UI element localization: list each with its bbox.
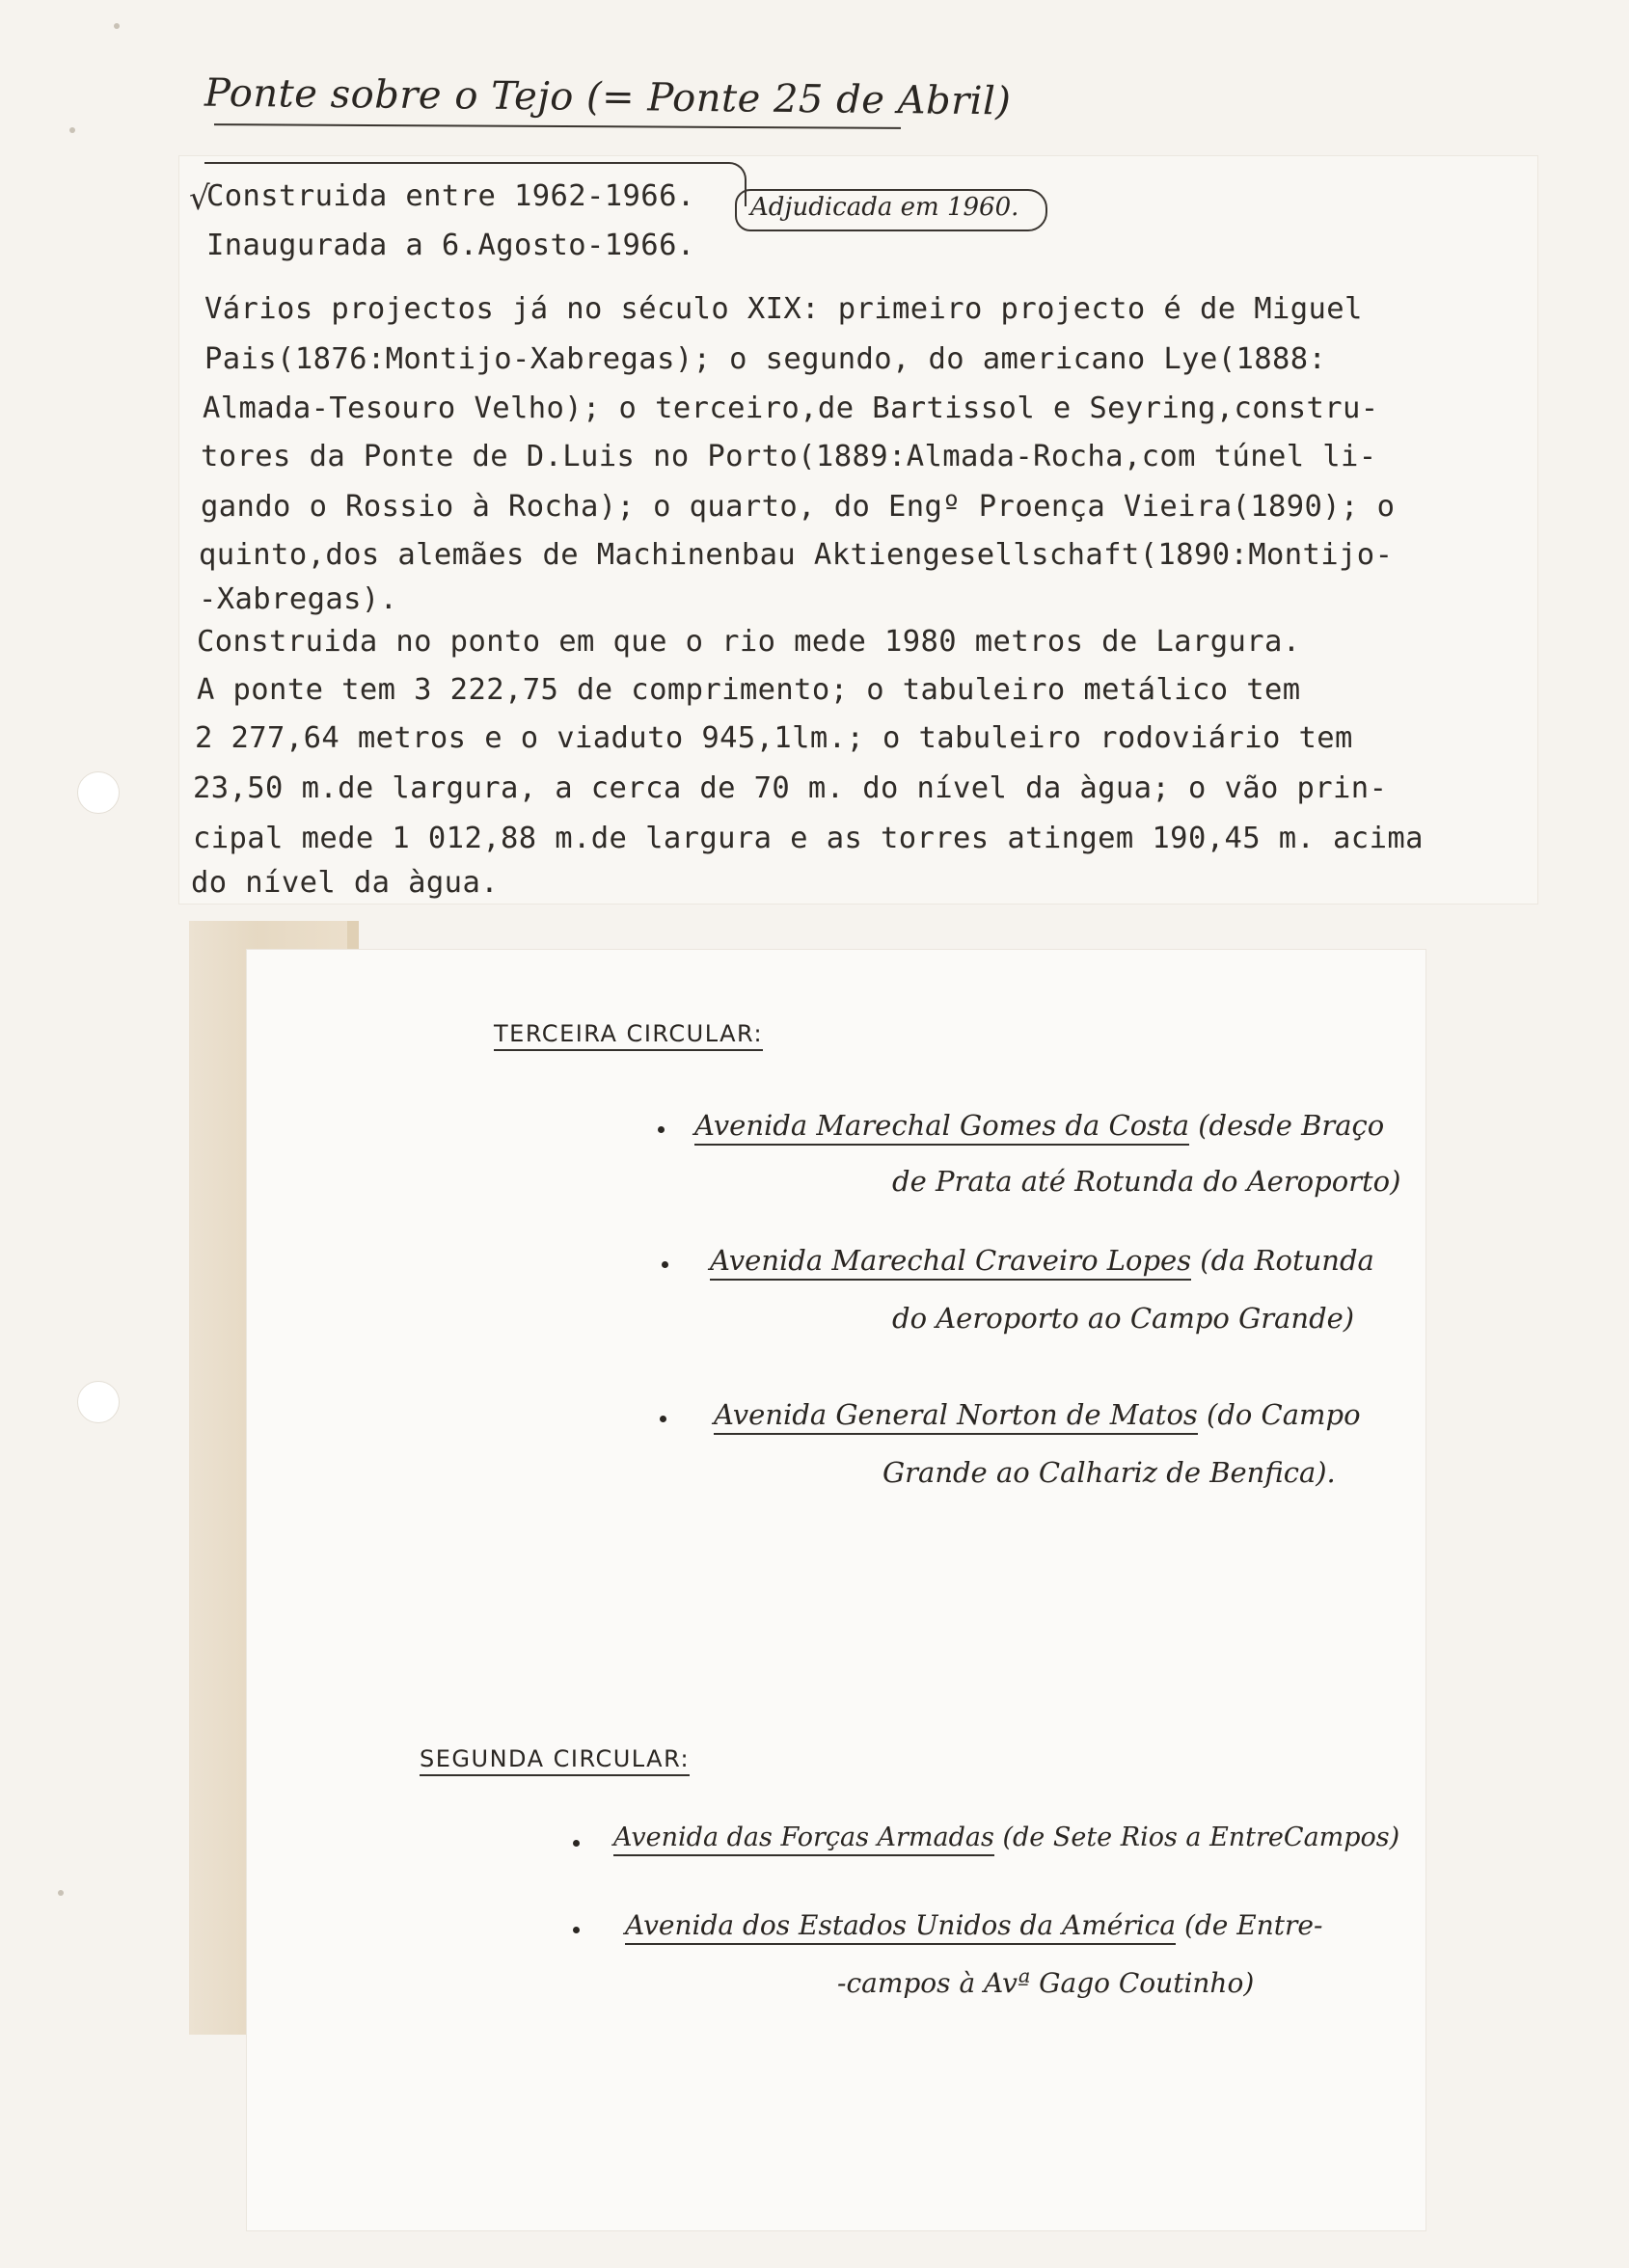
typed-line: Construida no ponto em que o rio mede 1980 metros de Largura. (197, 625, 1301, 659)
avenue-range: (da Rotunda (1200, 1244, 1374, 1277)
typed-line: do nível da àgua. (191, 866, 499, 900)
avenue-range-cont: do Aeroporto ao Campo Grande) (892, 1302, 1355, 1335)
typed-line: Almada-Tesouro Velho); o terceiro,de Bartissol e Seyring,constru- (203, 392, 1379, 425)
typed-line: -Xabregas). (199, 582, 398, 616)
typed-line: tores da Ponte de D.Luis no Porto(1889:Almada-Rocha,com túnel li- (201, 440, 1377, 473)
page-title: Ponte sobre o Tejo (= Ponte 25 de Abril) (204, 70, 1012, 124)
avenue-name: Avenida das Forças Armadas (613, 1822, 994, 1856)
segunda-heading (420, 1745, 690, 1772)
list-item (625, 1909, 1322, 1941)
typed-line: 23,50 m.de largura, a cerca de 70 m. do nível da àgua; o vão prin- (193, 771, 1388, 805)
bullet (662, 1261, 668, 1268)
typed-line: gando o Rossio à Rocha); o quarto, do Engº Proença Vieira(1890); o (201, 490, 1396, 524)
avenue-range-cont: de Prata até Rotunda do Aeroporto) (892, 1165, 1401, 1198)
segunda-heading-text: SEGUNDA CIRCULAR: (420, 1745, 690, 1776)
terceira-heading-text: TERCEIRA CIRCULAR: (494, 1020, 763, 1051)
avenue-range-cont: -campos à Avª Gago Coutinho) (837, 1967, 1255, 1999)
list-item (710, 1244, 1374, 1277)
avenue-range: (do Campo (1207, 1398, 1361, 1431)
speck (114, 23, 120, 29)
bullet (658, 1126, 665, 1133)
typed-line: Construida entre 1962-1966. (206, 179, 695, 213)
bullet (573, 1840, 580, 1847)
punch-hole (77, 771, 120, 814)
avenue-range: (desde Braço (1198, 1109, 1385, 1142)
avenue-range: (de Entre- (1183, 1909, 1323, 1941)
avenue-name: Avenida Marechal Craveiro Lopes (710, 1244, 1191, 1281)
typed-line: cipal mede 1 012,88 m.de largura e as torres atingem 190,45 m. acima (193, 822, 1424, 855)
tick-mark: √ (189, 179, 210, 218)
list-item (714, 1398, 1361, 1431)
avenue-name: Avenida dos Estados Unidos da América (625, 1909, 1176, 1945)
speck (69, 127, 75, 133)
terceira-heading (494, 1020, 763, 1047)
typed-line: A ponte tem 3 222,75 de comprimento; o tabuleiro metálico tem (197, 673, 1301, 707)
list-item (613, 1822, 1399, 1852)
avenue-name: Avenida Marechal Gomes da Costa (694, 1109, 1189, 1146)
list-item (694, 1109, 1384, 1142)
typed-line: Inaugurada a 6.Agosto-1966. (206, 229, 695, 262)
typed-line: Vários projectos já no século XIX: primeiro projecto é de Miguel (204, 292, 1363, 326)
typed-line: quinto,dos alemães de Machinenbau Aktiengesellschaft(1890:Montijo- (199, 538, 1394, 572)
typed-line: Pais(1876:Montijo-Xabregas); o segundo, do americano Lye(1888: (204, 342, 1327, 376)
title-underline (214, 123, 901, 129)
bullet (660, 1416, 666, 1422)
avenue-range-cont: Grande ao Calhariz de Benfica). (882, 1456, 1336, 1489)
typed-line: 2 277,64 metros e o viaduto 945,1lm.; o tabuleiro rodoviário tem (195, 721, 1353, 755)
speck (58, 1890, 64, 1896)
adjudicada-note: Adjudicada em 1960. (750, 193, 1019, 222)
avenue-name: Avenida General Norton de Matos (714, 1398, 1198, 1435)
bullet (573, 1927, 580, 1933)
avenue-range: (de Sete Rios a EntreCampos) (1002, 1822, 1400, 1852)
punch-hole (77, 1381, 120, 1423)
